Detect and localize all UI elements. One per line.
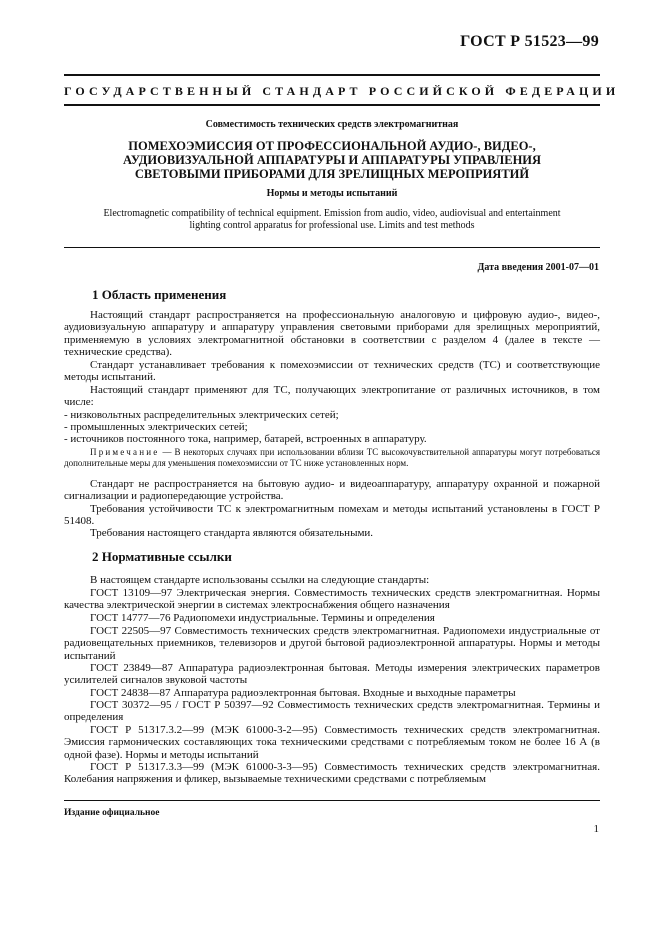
note bbox=[64, 447, 600, 469]
reference-item: ГОСТ 24838—87 Аппаратура радиоэлектронная бытовая. Входные и выходные параметры bbox=[90, 687, 516, 699]
reference-item: ГОСТ 14777—76 Радиопомехи индустриальные. Термины и определения bbox=[90, 612, 435, 624]
introduction-date: Дата введения 2001-07—01 bbox=[477, 262, 599, 273]
footer-rule bbox=[64, 800, 600, 801]
title-line: СВЕТОВЫМИ ПРИБОРАМИ ДЛЯ ЗРЕЛИЩНЫХ МЕРОПРИЯТИЙ bbox=[134, 167, 530, 181]
standard-header: ГОСУДАРСТВЕННЫЙ СТАНДАРТ РОССИЙСКОЙ ФЕДЕРАЦИИ bbox=[64, 84, 620, 98]
section-1-paragraph: Настоящий стандарт применяют для ТС, получающих электропитание от различных источников, в том числе: bbox=[64, 384, 600, 409]
reference-item: ГОСТ 23849—87 Аппаратура радиоэлектронная бытовая. Методы измерения электрических параметров усилителей сигналов звуковой частоты bbox=[64, 662, 600, 687]
norms-subtitle: Нормы и методы испытаний bbox=[266, 188, 398, 199]
official-edition-label: Издание официальное bbox=[64, 808, 160, 818]
english-title-line: lighting control apparatus for professional use. Limits and test methods bbox=[189, 220, 475, 231]
title-line: ПОМЕХОЭМИССИЯ ОТ ПРОФЕССИОНАЛЬНОЙ АУДИО-, ВИДЕО-, bbox=[128, 139, 536, 153]
section-1-paragraph: Стандарт не распространяется на бытовую аудио- и видеоаппаратуру, аппаратуру охранной и пожарной сигнализации и радиопередающие устройства. bbox=[64, 478, 600, 503]
reference-item: ГОСТ 22505—97 Совместимость технических средств электромагнитная. Радиопомехи индустриальные от радиовещательных приемников, телевизоров и другой бытовой радиоэлектронной аппаратуры. Нормы и методы испытаний bbox=[64, 625, 600, 662]
page-number: 1 bbox=[593, 823, 599, 835]
reference-item: ГОСТ Р 51317.3.3—99 (МЭК 61000-3-3—95) Совместимость технических средств электромагнитная. Колебания напряжения и фликер, вызываемые техническими средствами с потребляемым bbox=[64, 761, 600, 786]
header-bottom-rule bbox=[64, 104, 600, 106]
document-code: ГОСТ Р 51523—99 bbox=[460, 33, 599, 50]
list-item: - промышленных электрических сетей; bbox=[64, 421, 248, 433]
section-1-paragraph: Требования устойчивости ТС к электромагнитным помехам и методы испытаний установлены в ГОСТ Р 51408. bbox=[64, 503, 600, 528]
note-label: Примечание bbox=[90, 447, 160, 457]
reference-item: ГОСТ 13109—97 Электрическая энергия. Совместимость технических средств электромагнитная. Нормы качества электрической энергии в системах электроснабжения общего назначения bbox=[64, 587, 600, 612]
reference-item: ГОСТ 30372—95 / ГОСТ Р 50397—92 Совместимость технических средств электромагнитная. Термины и определения bbox=[64, 699, 600, 724]
english-title bbox=[64, 208, 600, 232]
list-item: - низковольтных распределительных электрических сетей; bbox=[64, 409, 339, 421]
section-1-paragraph: Требования настоящего стандарта являются обязательными. bbox=[90, 527, 374, 539]
title-bottom-rule bbox=[64, 247, 600, 248]
section-1-paragraph: Стандарт устанавливает требования к помехоэмиссии от технических средств (ТС) и соответствующие методы испытаний. bbox=[64, 359, 600, 384]
section-2-heading: 2 Нормативные ссылки bbox=[92, 549, 232, 564]
references-intro: В настоящем стандарте использованы ссылки на следующие стандарты: bbox=[90, 574, 430, 586]
section-1-heading: 1 Область применения bbox=[92, 287, 227, 302]
document-subtitle: Совместимость технических средств электромагнитная bbox=[205, 119, 459, 130]
list-item: - источников постоянного тока, например, батарей, встроенных в аппаратуру. bbox=[64, 433, 427, 445]
document-title bbox=[64, 139, 600, 181]
note-text: — В некоторых случаях при использовании вблизи ТС высокочувствительной аппаратуры могут потребоваться дополнительные меры для уменьшения помехоэмиссии от ТС ниже установленных норм. bbox=[64, 447, 600, 468]
reference-item: ГОСТ Р 51317.3.2—99 (МЭК 61000-3-2—95) Совместимость технических средств электромагнитная. Эмиссия гармонических составляющих тока техническими средствами с потребляемым током не более 16 А (в одной фазе). Нормы и методы испытаний bbox=[64, 724, 600, 761]
top-rule bbox=[64, 74, 600, 76]
english-title-line: Electromagnetic compatibility of technical equipment. Emission from audio, video, audiovisual and entertainment bbox=[103, 208, 561, 219]
section-1-paragraph: Настоящий стандарт распространяется на профессиональную аналоговую и цифровую аудио-, видео-, аудиовизуальную аппаратуру и аппаратуру управления световыми приборами для зрелищных мероприятий, применяемую в условиях электромагнитной обстановки в соответствии с разделом 4 (далее в тексте — технические средства). bbox=[64, 309, 600, 359]
title-line: АУДИОВИЗУАЛЬНОЙ АППАРАТУРЫ И АППАРАТУРЫ УПРАВЛЕНИЯ bbox=[122, 153, 542, 167]
